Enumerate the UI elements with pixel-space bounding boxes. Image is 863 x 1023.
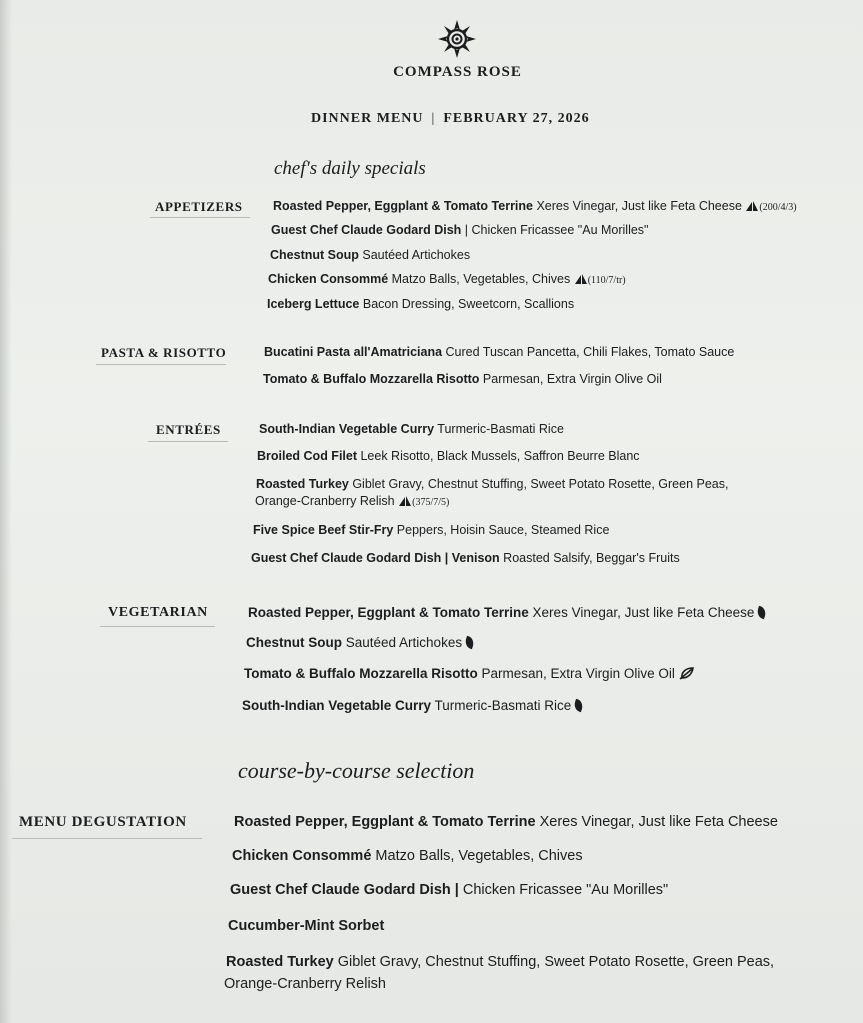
leaf-icon <box>463 636 475 649</box>
item-desc: | Chicken Fricassee "Au Morilles" <box>461 223 649 237</box>
item-desc: Bacon Dressing, Sweetcorn, Scallions <box>359 297 575 311</box>
menu-item <box>242 698 583 713</box>
item-desc: Parmesan, Extra Virgin Olive Oil <box>477 666 675 681</box>
item-desc: Turmeric-Basmati Rice <box>431 698 572 713</box>
menu-item <box>253 523 609 537</box>
menu-item <box>267 297 574 311</box>
separator: | <box>431 111 436 126</box>
item-name: Roasted Turkey <box>256 477 349 491</box>
leaf-icon <box>573 699 585 712</box>
item-name: Guest Chef Claude Godard Dish | Venison <box>251 551 500 565</box>
menu-item <box>230 882 668 898</box>
category-rule <box>12 838 202 839</box>
category-appetizers: APPETIZERS <box>155 199 243 214</box>
item-desc: Turmeric-Basmati Rice <box>434 422 564 436</box>
page-edge-shadow <box>0 0 12 1023</box>
menu-item <box>256 477 728 491</box>
category-rule <box>148 441 228 442</box>
menu-item <box>234 814 778 830</box>
category-rule <box>96 364 226 365</box>
item-desc: Cured Tuscan Pancetta, Chili Flakes, Tomato Sauce <box>442 345 735 359</box>
sail-wellness-icon <box>574 273 588 285</box>
item-name: Five Spice Beef Stir-Fry <box>253 523 394 537</box>
item-name: Roasted Turkey <box>226 954 334 970</box>
item-name: Tomato & Buffalo Mozzarella Risotto <box>244 666 478 681</box>
item-desc: Xeres Vinegar, Just like Feta Cheese <box>533 199 746 213</box>
menu-item <box>273 199 797 213</box>
menu-item-continuation <box>224 976 386 992</box>
item-desc: Roasted Salsify, Beggar's Fruits <box>499 551 680 565</box>
item-name: Chicken Consommé <box>268 272 389 286</box>
menu-item <box>271 223 649 237</box>
item-desc: Giblet Gravy, Chestnut Stuffing, Sweet Potato Rosette, Green Peas, <box>333 954 775 970</box>
item-name: Cucumber-Mint Sorbet <box>228 918 385 934</box>
menu-item <box>268 272 626 286</box>
menu-date: FEBRUARY 27, 2026 <box>443 111 590 126</box>
menu-item <box>264 345 734 359</box>
category-rule <box>150 217 250 218</box>
item-name: Roasted Pepper, Eggplant & Tomato Terrine <box>234 814 536 830</box>
category-rule <box>100 626 215 627</box>
brand-name: COMPASS ROSE <box>393 64 522 80</box>
leaf-icon <box>756 606 768 619</box>
menu-item <box>248 605 766 620</box>
item-name: South-Indian Vegetable Curry <box>259 422 435 436</box>
item-desc: Matzo Balls, Vegetables, Chives <box>371 848 583 864</box>
sail-wellness-icon <box>745 200 759 212</box>
compass-rose-logo-icon <box>436 18 478 60</box>
sail-wellness-icon <box>398 495 412 507</box>
menu-item <box>244 666 695 681</box>
menu-title: DINNER MENU <box>311 111 424 126</box>
item-desc: Giblet Gravy, Chestnut Stuffing, Sweet Potato Rosette, Green Peas, <box>348 477 729 491</box>
item-name: Chestnut Soup <box>246 635 342 650</box>
menu-item <box>263 372 662 386</box>
nutrition-code: (200/4/3) <box>759 202 797 213</box>
item-name: Chestnut Soup <box>270 248 359 262</box>
item-name: Tomato & Buffalo Mozzarella Risotto <box>263 372 480 386</box>
menu-subheading <box>311 111 590 127</box>
item-name: Bucatini Pasta all'Amatriciana <box>264 345 443 359</box>
item-desc-line2: Orange-Cranberry Relish <box>224 976 386 992</box>
item-desc-line2: Orange-Cranberry Relish <box>255 494 399 508</box>
nutrition-code: (110/7/tr) <box>587 275 626 286</box>
item-desc: Xeres Vinegar, Just like Feta Cheese <box>528 605 755 620</box>
category-vegetarian: VEGETARIAN <box>108 605 208 620</box>
menu-item <box>246 635 474 650</box>
item-desc: Chicken Fricassee "Au Morilles" <box>458 882 669 898</box>
item-name: South-Indian Vegetable Curry <box>242 698 432 713</box>
menu-item <box>226 954 774 970</box>
item-name: Iceberg Lettuce <box>267 297 360 311</box>
specials-heading: chef's daily specials <box>274 158 426 179</box>
category-degustation: MENU DEGUSTATION <box>19 814 187 830</box>
course-heading: course-by-course selection <box>238 758 475 783</box>
item-name: Roasted Pepper, Eggplant & Tomato Terrine <box>248 605 529 620</box>
item-name: Broiled Cod Filet <box>257 449 357 463</box>
menu-item-continuation <box>255 494 449 508</box>
menu-item <box>232 848 583 864</box>
nutrition-code: (375/7/5) <box>412 497 450 508</box>
item-name: Guest Chef Claude Godard Dish <box>271 223 462 237</box>
item-desc: Sautéed Artichokes <box>358 248 471 262</box>
item-name: Chicken Consommé <box>232 848 372 864</box>
category-pasta: PASTA & RISOTTO <box>101 345 227 360</box>
menu-item <box>270 248 470 262</box>
item-desc: Peppers, Hoisin Sauce, Steamed Rice <box>393 523 610 537</box>
item-desc: Leek Risotto, Black Mussels, Saffron Beurre Blanc <box>357 449 640 463</box>
menu-item <box>257 449 640 463</box>
category-entrees: ENTRÉES <box>156 422 221 437</box>
item-desc: Xeres Vinegar, Just like Feta Cheese <box>535 814 778 830</box>
menu-item <box>228 918 384 934</box>
item-desc: Sautéed Artichokes <box>342 635 463 650</box>
item-name: Roasted Pepper, Eggplant & Tomato Terrine <box>273 199 533 213</box>
item-desc: Parmesan, Extra Virgin Olive Oil <box>479 372 662 386</box>
item-desc: Matzo Balls, Vegetables, Chives <box>388 272 574 286</box>
item-name: Guest Chef Claude Godard Dish | <box>230 882 459 898</box>
menu-item <box>259 422 564 436</box>
menu-item <box>251 551 680 565</box>
crossed-leaf-icon <box>679 666 695 680</box>
